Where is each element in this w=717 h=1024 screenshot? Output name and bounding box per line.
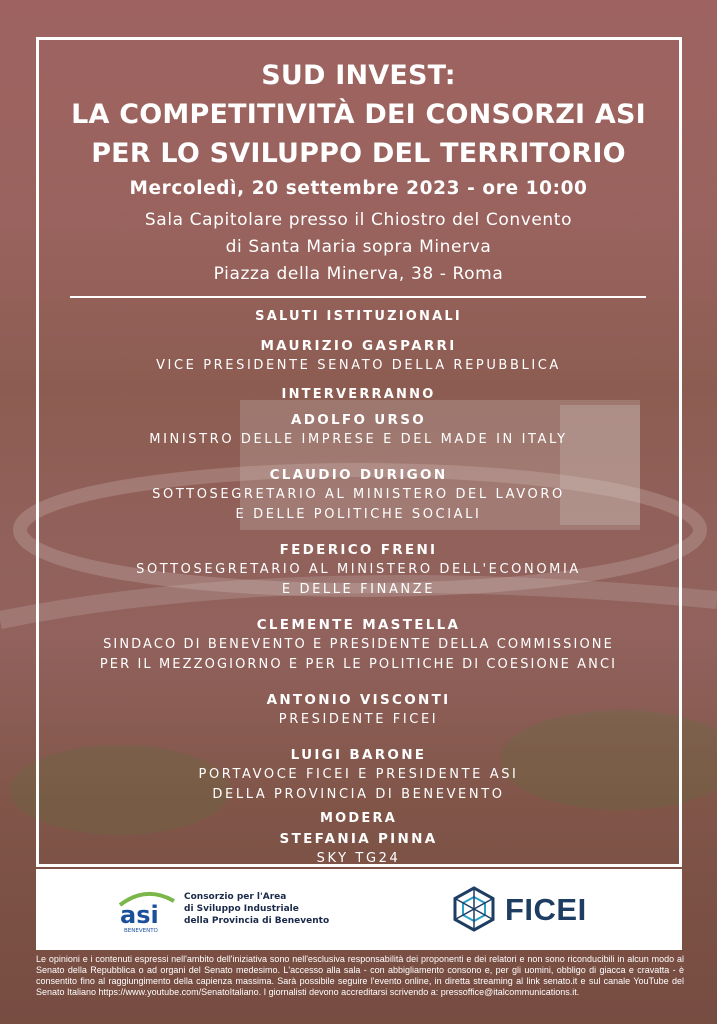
venue-line-1: Sala Capitolare presso il Chiostro del Convento [144, 210, 573, 230]
event-title [0, 56, 717, 173]
speaker-name: CLAUDIO DURIGON [269, 467, 448, 483]
moderator-label: MODERA [320, 811, 397, 826]
speaker-item [0, 540, 717, 600]
venue-line-3: Piazza della Minerva, 38 - Roma [213, 264, 504, 284]
speakers-label: INTERVERRANNO [281, 387, 436, 402]
speaker-item [0, 615, 717, 675]
speaker-name: FEDERICO FRENI [279, 542, 438, 558]
greetings-name: MAURIZIO GASPARRI [260, 338, 457, 354]
event-venue [0, 207, 717, 288]
greetings-role: VICE PRESIDENTE SENATO DELLA REPUBBLICA [156, 358, 561, 373]
speaker-role: MINISTRO DELLE IMPRESE E DEL MADE IN ITALY [149, 432, 568, 447]
speaker-name: CLEMENTE MASTELLA [256, 617, 461, 633]
asi-line-3: della Provincia di Benevento [184, 916, 330, 926]
title-line-3: PER LO SVILUPPO DEL TERRITORIO [91, 138, 626, 169]
speaker-role-cont: E DELLE POLITICHE SOCIALI [235, 507, 482, 522]
speaker-name: ADOLFO URSO [291, 412, 426, 428]
asi-line-1: Consorzio per l'Area [184, 892, 287, 902]
speaker-role-cont: PER IL MEZZOGIORNO E PER LE POLITICHE DI COESIONE ANCI [99, 657, 618, 672]
asi-logo [116, 883, 331, 935]
asi-line-2: di Sviluppo Industriale [184, 904, 299, 914]
speaker-name: ANTONIO VISCONTI [266, 692, 451, 708]
asi-mark-text: asi [120, 901, 159, 929]
logos-bar [36, 869, 682, 950]
moderator-role: SKY TG24 [316, 851, 401, 866]
venue-line-2: di Santa Maria sopra Minerva [225, 237, 492, 257]
disclaimer: Le opinioni e i contenuti espressi nell'ambito dell'iniziativa sono nell'esclusiva responsabilità dei proponenti e dei relatori e non sono riconducibili in alcun modo al Senato della Repubblica o ad organi del Senato medesimo. L'accesso alla sala - con abbigliamento consono e, per gli uomini, obbligo di giacca e cravatta - è consentito fino al raggiungimento della capienza massima. Sarà possibile seguire l'evento online, in diretta streaming al link senato.it e sul canale YouTube del Senato Italiano https://www.youtube.com/SenatoItaliano. I giornalisti devono accreditarsi scrivendo a: pressoffice@italcommunications.it. [36, 954, 684, 997]
greetings-label: SALUTI ISTITUZIONALI [255, 309, 462, 324]
speaker-role: PORTAVOCE FICEI E PRESIDENTE ASI [198, 767, 519, 782]
speaker-item [0, 690, 717, 730]
speaker-role: SOTTOSEGRETARIO AL MINISTERO DELL'ECONOMIA [136, 562, 581, 577]
asi-mark-sub: BENEVENTO [124, 928, 158, 934]
speaker-role-cont: DELLA PROVINCIA DI BENEVENTO [212, 787, 505, 802]
speaker-name: LUIGI BARONE [290, 747, 427, 763]
asi-mark-icon [116, 883, 178, 935]
program [0, 307, 717, 869]
speaker-role-cont: E DELLE FINANZE [281, 582, 436, 597]
speaker-item [0, 465, 717, 525]
speaker-role: SOTTOSEGRETARIO AL MINISTERO DEL LAVORO [152, 487, 565, 502]
ficei-hexagon-icon [451, 886, 497, 932]
speaker-role: SINDACO DI BENEVENTO E PRESIDENTE DELLA COMMISSIONE [103, 637, 614, 652]
speaker-item [0, 410, 717, 450]
divider [70, 296, 646, 298]
ficei-text: FICEI [505, 892, 587, 927]
moderator-name: STEFANIA PINNA [279, 831, 438, 847]
speaker-role: PRESIDENTE FICEI [278, 712, 439, 727]
event-date: Mercoledì, 20 settembre 2023 - ore 10:00 [129, 178, 588, 199]
title-line-2: LA COMPETITIVITÀ DEI CONSORZI ASI [71, 99, 646, 130]
ficei-logo [451, 886, 601, 934]
speaker-item [0, 745, 717, 805]
asi-name [184, 891, 334, 927]
title-line-1: SUD INVEST: [261, 60, 456, 91]
